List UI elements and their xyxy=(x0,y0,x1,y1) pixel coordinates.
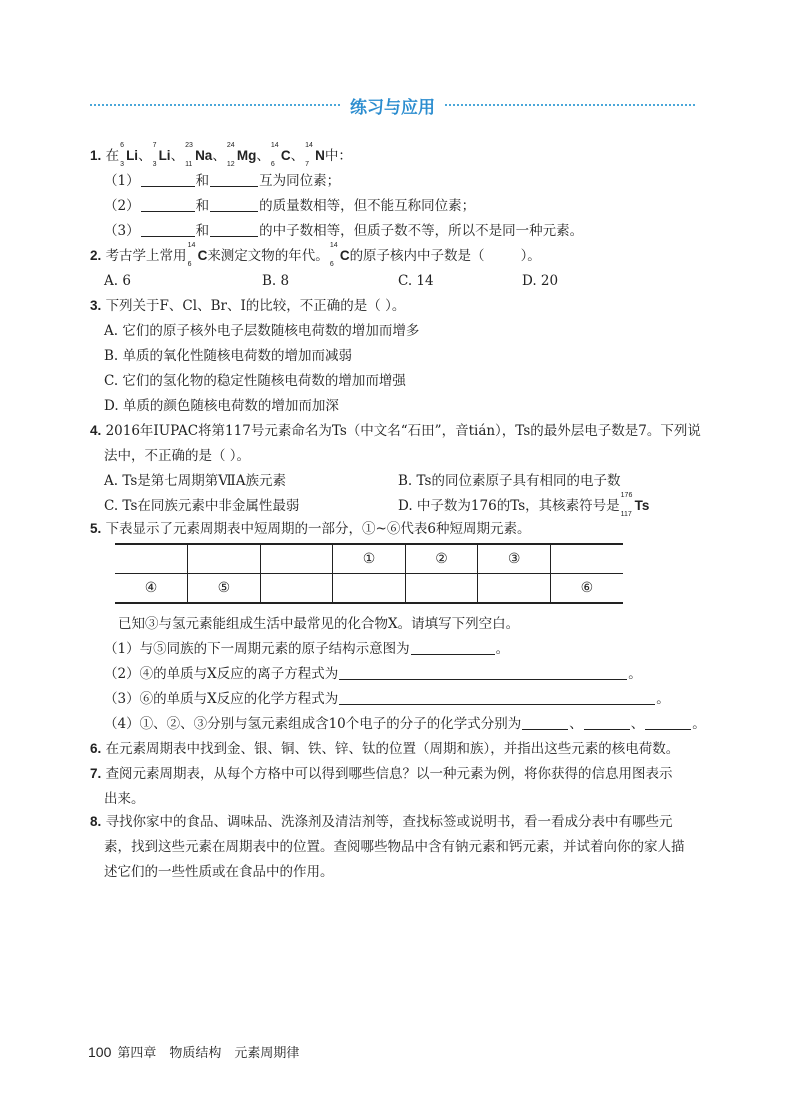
option-b[interactable] xyxy=(104,346,352,366)
part-text: 。 xyxy=(628,666,642,682)
question-text: ）。 xyxy=(520,248,541,264)
separator: 、 xyxy=(212,148,226,164)
answer-blank[interactable] xyxy=(339,690,655,705)
mass-number: 7 xyxy=(152,142,157,149)
chapter-label: 第四章 xyxy=(117,1046,157,1061)
element-symbol: C xyxy=(197,248,208,263)
separator: 、 xyxy=(290,148,305,164)
question-1 xyxy=(90,142,352,168)
answer-blank[interactable] xyxy=(645,715,691,730)
table-cell xyxy=(115,544,188,574)
question-4 xyxy=(90,421,701,441)
page-number: 100 xyxy=(88,1044,112,1060)
part-text: 、 xyxy=(569,716,583,732)
element-symbol: Li xyxy=(158,148,171,163)
option-d[interactable] xyxy=(104,396,339,416)
question-8-cont xyxy=(104,837,685,857)
question-1-part-1 xyxy=(104,171,340,191)
question-text: 下列关于F、Cl、Br、I的比较，不正确的是（ ）。 xyxy=(105,298,406,314)
option-label: B. 单质的氧化性随核电荷数的增加而减弱 xyxy=(104,348,353,364)
answer-blank[interactable] xyxy=(339,665,627,680)
answer-blank[interactable] xyxy=(210,197,258,212)
question-5-intro xyxy=(118,614,519,634)
answer-blank[interactable] xyxy=(141,197,195,212)
table-cell: ① xyxy=(333,544,406,574)
atomic-number: 6 xyxy=(329,261,334,268)
option-label: C. 14 xyxy=(398,273,434,289)
option-label: D. 20 xyxy=(522,273,559,289)
part-text: 。 xyxy=(495,641,510,657)
question-number: 4. xyxy=(90,423,102,438)
question-text: 出来。 xyxy=(104,791,145,807)
option-d[interactable] xyxy=(522,271,558,291)
isotope-symbol xyxy=(226,142,257,168)
section-title: 练习与应用 xyxy=(350,98,435,117)
question-text: 考古学上常用 xyxy=(105,248,187,264)
question-number: 7. xyxy=(90,766,102,781)
question-number: 2. xyxy=(90,248,102,263)
mass-number: 14 xyxy=(270,142,279,149)
question-text: 的原子核内中子数是（ xyxy=(349,248,485,264)
option-label: D. 单质的颜色随核电荷数的增加而加深 xyxy=(104,398,339,414)
question-4-cont xyxy=(104,446,250,466)
element-symbol: Mg xyxy=(236,148,257,163)
option-label: C. Ts在同族元素中非金属性最弱 xyxy=(104,498,300,514)
page-footer xyxy=(88,1042,299,1061)
isotope-symbol xyxy=(329,242,350,268)
atomic-number: 117 xyxy=(620,511,632,518)
question-2 xyxy=(90,242,541,268)
mass-number: 14 xyxy=(187,242,196,249)
question-text: 查阅元素周期表，从每个方格中可以得到哪些信息？以一种元素为例，将你获得的信息用图表示 xyxy=(105,766,673,782)
option-c[interactable] xyxy=(398,271,434,291)
chapter-title: 物质结构 元素周期律 xyxy=(169,1046,300,1061)
table-cell: ⑤ xyxy=(188,574,261,604)
atomic-number: 7 xyxy=(305,161,309,168)
option-label: B. Ts的同位素原子具有相同的电子数 xyxy=(398,473,621,489)
question-5 xyxy=(90,519,530,539)
part-text: 和 xyxy=(195,223,210,239)
answer-blank[interactable] xyxy=(141,172,195,187)
mass-number: 176 xyxy=(620,492,633,499)
question-5-part-3 xyxy=(104,689,670,709)
question-5-part-2 xyxy=(104,664,642,684)
question-text: 述它们的一些性质或在食品中的作用。 xyxy=(104,864,334,880)
part-text: 互为同位素； xyxy=(259,173,341,189)
table-cell xyxy=(405,574,478,604)
question-text: 法中，不正确的是（ ）。 xyxy=(104,448,251,464)
isotope-list xyxy=(119,142,325,168)
table-cell: ② xyxy=(405,544,478,574)
option-b[interactable] xyxy=(262,271,289,291)
option-d[interactable] xyxy=(398,492,650,518)
answer-blank[interactable] xyxy=(411,640,495,655)
question-7 xyxy=(90,764,673,784)
answer-blank[interactable] xyxy=(584,715,630,730)
question-number: 5. xyxy=(90,521,102,536)
isotope-symbol xyxy=(620,492,650,518)
mass-number: 6 xyxy=(120,142,124,149)
option-label: D. 中子数为176的Ts，其核素符号是 xyxy=(398,498,620,514)
option-label: A. 6 xyxy=(104,273,131,289)
table-cell xyxy=(333,574,406,604)
part-text: 。 xyxy=(692,716,706,732)
separator: 、 xyxy=(138,148,152,164)
option-label: B. 8 xyxy=(262,273,290,289)
question-text: 2016年IUPAC将第117号元素命名为Ts（中文名“石田”，音tián），Ts的最外层电子数是7。下列说 xyxy=(105,423,701,439)
table-cell xyxy=(260,544,333,574)
question-5-part-4 xyxy=(104,714,706,734)
question-text: 已知③与氢元素能组成生活中最常见的化合物X。请填写下列空白。 xyxy=(118,616,520,632)
isotope-symbol xyxy=(187,242,208,268)
option-label: A. Ts是第七周期第ⅦA族元素 xyxy=(104,473,286,489)
table-row xyxy=(115,574,623,604)
part-text: （1）与⑤同族的下一周期元素的原子结构示意图为 xyxy=(104,641,410,657)
table-cell: ④ xyxy=(115,574,188,604)
part-text: （4）①、②、③分别与氢元素组成含10个电子的分子的化学式分别为 xyxy=(104,716,522,732)
table-cell xyxy=(550,544,623,574)
part-label: （2） xyxy=(104,198,140,214)
question-number: 8. xyxy=(90,814,102,829)
atomic-number: 12 xyxy=(226,161,235,168)
question-text: 下表显示了元素周期表中短周期的一部分，①~⑥代表6种短周期元素。 xyxy=(105,521,531,537)
table-cell xyxy=(260,574,333,604)
answer-blank[interactable] xyxy=(522,715,568,730)
answer-blank[interactable] xyxy=(210,172,258,187)
part-text: 和 xyxy=(195,173,210,189)
atomic-number: 6 xyxy=(270,161,275,168)
atomic-number: 3 xyxy=(120,161,124,168)
table-cell: ③ xyxy=(478,544,551,574)
question-5-part-1 xyxy=(104,639,509,659)
question-8-cont xyxy=(104,862,334,882)
question-1-part-2 xyxy=(104,196,475,216)
answer-blank[interactable] xyxy=(141,222,195,237)
option-a[interactable] xyxy=(104,321,419,341)
part-text: 的中子数相等，但质子数不等，所以不是同一种元素。 xyxy=(259,223,584,239)
question-7-cont xyxy=(104,789,145,809)
question-text: 来测定文物的年代。 xyxy=(207,248,329,264)
element-symbol: Ts xyxy=(634,498,650,513)
header-divider-left xyxy=(90,104,340,106)
option-c[interactable] xyxy=(104,371,406,391)
header-divider-right xyxy=(445,104,695,106)
question-text: 寻找你家中的食品、调味品、洗涤剂及清洁剂等，查找标签或说明书，看一看成分表中有哪些元 xyxy=(105,814,673,830)
element-symbol: C xyxy=(280,148,291,163)
option-a[interactable] xyxy=(104,271,131,291)
part-text: （2）④的单质与X反应的离子方程式为 xyxy=(104,666,339,682)
option-label: C. 它们的氢化物的稳定性随核电荷数的增加而增强 xyxy=(104,373,406,389)
question-number: 6. xyxy=(90,741,102,756)
isotope-symbol xyxy=(185,142,213,168)
option-a[interactable] xyxy=(104,471,286,491)
element-symbol: C xyxy=(339,248,350,263)
isotope-symbol xyxy=(152,142,171,168)
atomic-number: 3 xyxy=(152,161,157,168)
question-text: 在元素周期表中找到金、银、铜、铁、锌、钛的位置（周期和族），并指出这些元素的核电荷数。 xyxy=(105,741,680,757)
option-c[interactable] xyxy=(104,496,299,516)
mass-number: 23 xyxy=(185,142,193,149)
mass-number: 14 xyxy=(329,242,338,249)
part-text: 和 xyxy=(195,198,210,214)
atomic-number: 6 xyxy=(187,261,192,268)
mass-number: 14 xyxy=(305,142,313,149)
question-1-part-3 xyxy=(104,221,583,241)
element-symbol: Li xyxy=(126,148,139,163)
table-cell xyxy=(478,574,551,604)
part-text: 、 xyxy=(630,716,645,732)
isotope-symbol xyxy=(120,142,139,168)
atomic-number: 11 xyxy=(185,161,193,168)
option-label: A. 它们的原子核外电子层数随核电荷数的增加而增多 xyxy=(104,323,420,339)
mass-number: 24 xyxy=(226,142,235,149)
question-6 xyxy=(90,739,679,759)
answer-blank[interactable] xyxy=(210,222,258,237)
option-b[interactable] xyxy=(398,471,620,491)
question-number: 1. xyxy=(90,148,102,163)
part-text: 的质量数相等，但不能互称同位素； xyxy=(259,198,476,214)
element-symbol: Na xyxy=(195,148,213,163)
table-cell: ⑥ xyxy=(550,574,623,604)
part-label: （3） xyxy=(104,223,140,239)
part-text: （3）⑥的单质与X反应的化学方程式为 xyxy=(104,691,339,707)
isotope-symbol xyxy=(270,142,291,168)
separator: 、 xyxy=(170,148,185,164)
question-3 xyxy=(90,296,405,316)
question-number: 3. xyxy=(90,298,102,313)
part-label: （1） xyxy=(104,173,140,189)
element-symbol: N xyxy=(315,148,325,163)
table-row xyxy=(115,544,623,574)
question-tail: 中： xyxy=(324,148,352,164)
question-8 xyxy=(90,812,673,832)
part-text: 。 xyxy=(656,691,670,707)
question-text: 素，找到这些元素在周期表中的位置。查阅哪些物品中含有钠元素和钙元素，并试着向你的家人描 xyxy=(104,839,685,855)
isotope-symbol xyxy=(305,142,325,168)
table-cell xyxy=(188,544,261,574)
question-lead: 在 xyxy=(105,148,120,164)
separator: 、 xyxy=(256,148,270,164)
periodic-table-fragment xyxy=(115,543,623,604)
